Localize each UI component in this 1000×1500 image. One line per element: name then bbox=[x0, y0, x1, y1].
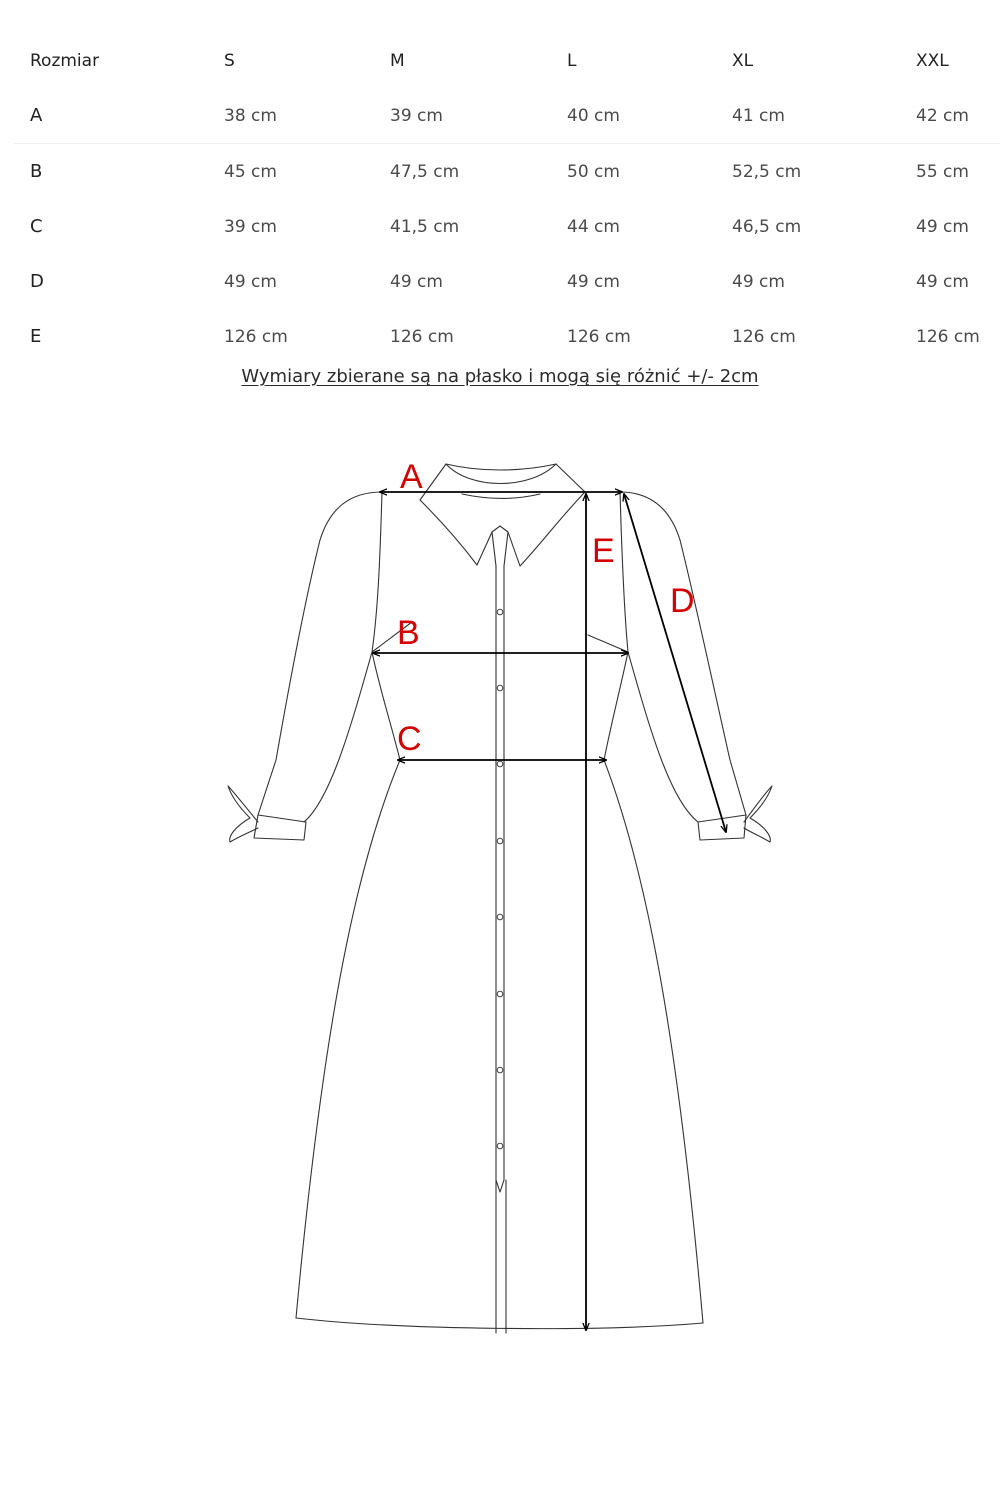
table-cell: 45 cm bbox=[224, 161, 277, 182]
table-cell: 40 cm bbox=[567, 88, 732, 144]
label-c: C bbox=[397, 720, 422, 758]
measurement-note: Wymiary zbierane są na płasko i mogą się różnić +/- 2cm bbox=[241, 366, 759, 387]
arrow-d bbox=[624, 494, 726, 832]
table-row bbox=[14, 144, 1000, 200]
label-a: A bbox=[400, 458, 423, 496]
table-cell: 49 cm bbox=[567, 271, 620, 292]
button-dot bbox=[497, 991, 503, 997]
button-dot bbox=[497, 609, 503, 615]
bodice-left bbox=[372, 492, 400, 760]
skirt-left bbox=[296, 760, 400, 1318]
table-cell: 126 cm bbox=[732, 326, 796, 347]
header-m: M bbox=[390, 50, 405, 71]
table-cell: 42 cm bbox=[916, 88, 1000, 144]
skirt-right bbox=[604, 760, 703, 1323]
header-xxl: XXL bbox=[916, 50, 949, 71]
table-cell: 49 cm bbox=[916, 216, 969, 237]
table-cell: 55 cm bbox=[916, 161, 969, 182]
size-table bbox=[14, 33, 1000, 364]
table-cell: 38 cm bbox=[224, 88, 390, 144]
right-sleeve-tie bbox=[744, 786, 772, 842]
table-cell: 126 cm bbox=[916, 326, 980, 347]
label-e: E bbox=[592, 532, 615, 570]
row-label: E bbox=[30, 326, 42, 347]
measurement-labels bbox=[397, 458, 695, 758]
button-dot bbox=[497, 1067, 503, 1073]
row-label: C bbox=[30, 216, 43, 237]
table-cell: 49 cm bbox=[732, 271, 785, 292]
button-dot bbox=[497, 761, 503, 767]
table-cell: 49 cm bbox=[916, 271, 969, 292]
hem bbox=[296, 1318, 703, 1329]
label-b: B bbox=[397, 614, 420, 652]
table-row bbox=[14, 199, 1000, 254]
buttons bbox=[497, 609, 503, 1149]
left-sleeve bbox=[258, 492, 382, 815]
table-row bbox=[14, 309, 1000, 364]
label-d: D bbox=[670, 582, 695, 620]
table-cell: 41 cm bbox=[732, 88, 916, 144]
table-cell: 47,5 cm bbox=[390, 161, 460, 182]
button-dot bbox=[497, 838, 503, 844]
table-cell: 49 cm bbox=[224, 271, 277, 292]
table-cell: 52,5 cm bbox=[732, 161, 802, 182]
table-cell: 39 cm bbox=[224, 216, 277, 237]
table-cell: 50 cm bbox=[567, 161, 620, 182]
left-sleeve-tie bbox=[228, 786, 258, 842]
table-cell: 126 cm bbox=[224, 326, 288, 347]
header-size: Rozmiar bbox=[30, 50, 100, 71]
size-table-header-row bbox=[14, 33, 1000, 88]
row-label: B bbox=[30, 161, 43, 182]
collar bbox=[420, 464, 585, 566]
row-label: A bbox=[14, 88, 224, 144]
table-cell: 44 cm bbox=[567, 216, 620, 237]
table-cell: 49 cm bbox=[390, 271, 443, 292]
table-cell: 126 cm bbox=[390, 326, 454, 347]
table-cell: 126 cm bbox=[567, 326, 631, 347]
button-dot bbox=[497, 685, 503, 691]
table-cell: 39 cm bbox=[390, 88, 567, 144]
dress-diagram bbox=[0, 400, 1000, 1500]
button-dot bbox=[497, 1143, 503, 1149]
header-s: S bbox=[224, 50, 235, 71]
button-dot bbox=[497, 914, 503, 920]
table-cell: 46,5 cm bbox=[732, 216, 802, 237]
table-cell: 41,5 cm bbox=[390, 216, 460, 237]
header-xl: XL bbox=[732, 50, 754, 71]
table-row bbox=[14, 254, 1000, 309]
table-row bbox=[14, 88, 1000, 144]
button-placket bbox=[496, 566, 504, 1192]
header-l: L bbox=[567, 50, 577, 71]
row-label: D bbox=[30, 271, 44, 292]
